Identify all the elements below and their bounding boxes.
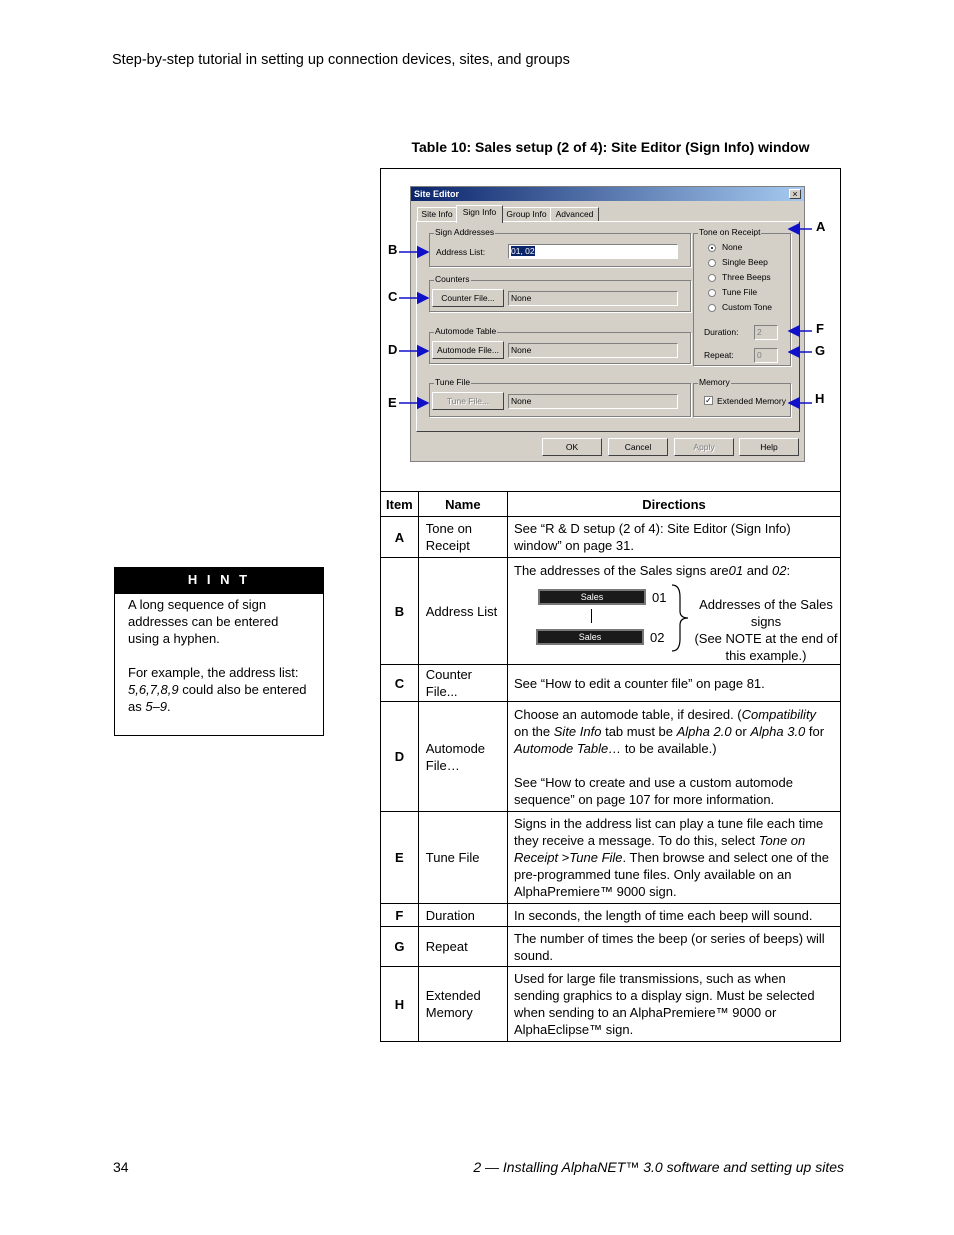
radio-label: Custom Tone [722, 302, 772, 312]
sign-desc-line-2: (See NOTE at the end of this example.) [694, 630, 838, 663]
dir-text: Signs in the address list can play a tune file each time they receive a message. To do this, select [514, 816, 824, 848]
dir-text: The addresses of the Sales signs are [514, 562, 729, 578]
hint-text: For example, the address list: [128, 665, 299, 680]
repeat-input[interactable]: 0 [754, 348, 778, 363]
dir-text: . Then browse and select one of the pre-programmed tune files. Only available on an AlphaPremiere™ 9000 sign. [514, 850, 829, 899]
radio-label: Single Beep [722, 257, 768, 267]
callout-d: D [388, 342, 398, 357]
hint-text: could also be entered as [128, 682, 307, 714]
items-table [380, 491, 841, 1042]
directions-cell [508, 558, 841, 665]
radio-label: Three Beeps [722, 272, 771, 282]
dir-text: to be available.) [621, 740, 717, 756]
callout-b: B [388, 242, 398, 257]
callout-g: G [815, 343, 826, 358]
item-cell: B [381, 558, 419, 665]
close-icon[interactable]: × [789, 189, 801, 199]
sign-description [691, 596, 841, 664]
dir-text: Choose an automode table, if desired. ( [514, 706, 742, 722]
sales-sign-2: Sales [536, 629, 644, 645]
tab-advanced[interactable]: Advanced [550, 207, 599, 222]
table-row [381, 967, 841, 1042]
cancel-button[interactable]: Cancel [608, 438, 668, 456]
directions-cell: In seconds, the length of time each beep will sound. [508, 904, 841, 927]
table-row [381, 812, 841, 904]
repeat-label: Repeat: [704, 350, 734, 360]
duration-input[interactable]: 2 [754, 325, 778, 340]
callout-f: F [816, 321, 824, 336]
page-number: 34 [113, 1159, 129, 1175]
item-cell: F [381, 904, 419, 927]
item-cell: C [381, 665, 419, 702]
table-row [381, 517, 841, 558]
name-cell: Automode File… [418, 702, 507, 812]
dir-text: for [805, 723, 825, 739]
callout-e: E [388, 395, 397, 410]
dir-italic: Site Info [553, 723, 602, 739]
directions-cell [508, 702, 841, 812]
group-legend: Tone on Receipt [699, 227, 761, 237]
item-cell: H [381, 967, 419, 1042]
item-cell: G [381, 927, 419, 967]
sales-sign-1: Sales [538, 589, 646, 605]
automode-file-field: None [508, 343, 678, 358]
name-cell: Counter File... [418, 665, 507, 702]
hint-example: 5,6,7,8,9 [128, 682, 179, 697]
group-legend: Counters [435, 274, 470, 284]
sign-number-02: 02 [650, 629, 665, 645]
header-directions: Directions [508, 492, 841, 517]
table-row [381, 558, 841, 665]
tab-site-info[interactable]: Site Info [417, 207, 457, 222]
hint-title: H I N T [115, 568, 323, 594]
tune-file-button[interactable]: Tune File... [432, 392, 504, 410]
address-list-value: 01, 02 [511, 246, 535, 256]
connector-line [591, 609, 592, 623]
dir-text: tab must be [601, 723, 677, 739]
item-cell: D [381, 702, 419, 812]
address-list-label: Address List: [436, 247, 486, 257]
dir-text: and [743, 562, 773, 578]
brace-icon [670, 583, 692, 653]
extended-memory-label: Extended Memory [717, 396, 786, 406]
callout-c: C [388, 289, 398, 304]
ok-button[interactable]: OK [542, 438, 602, 456]
radio-label: None [722, 242, 743, 252]
item-cell: E [381, 812, 419, 904]
counter-file-button[interactable]: Counter File... [432, 289, 504, 307]
sign-desc-line-1: Addresses of the Sales signs [699, 596, 833, 629]
name-cell: Repeat [418, 927, 507, 967]
checkmark-icon[interactable]: ✓ [705, 396, 712, 405]
dir-italic: Automode Table… [514, 740, 622, 756]
directions-para-2: See “How to create and use a custom automode sequence” on page 107 for more information. [514, 774, 793, 807]
dir-italic: Compatibility [741, 706, 817, 722]
duration-label: Duration: [704, 327, 739, 337]
header-name: Name [418, 492, 507, 517]
help-button[interactable]: Help [739, 438, 799, 456]
directions-cell: See “How to edit a counter file” on page 81. [508, 665, 841, 702]
directions-cell: Used for large file transmissions, such as when sending graphics to a display sign. Must be selected when sending to an AlphaPremiere™ 9000 or AlphaEclipse™ sign. [508, 967, 841, 1042]
dir-italic: Tone on Receipt [514, 833, 806, 865]
dialog-title: Site Editor [411, 187, 804, 201]
group-legend: Tune File [435, 377, 471, 387]
name-cell: Tone on Receipt [418, 517, 507, 558]
hint-para-1: A long sequence of sign addresses can be entered using a hyphen. [128, 597, 279, 646]
address-01: 01 [728, 562, 744, 578]
directions-cell: The number of times the beep (or series of beeps) will sound. [508, 927, 841, 967]
apply-button[interactable]: Apply [674, 438, 734, 456]
table-row [381, 927, 841, 967]
name-cell: Duration [418, 904, 507, 927]
dir-text: > [558, 850, 570, 865]
radio-label: Tune File [722, 287, 758, 297]
sign-number-01: 01 [652, 589, 667, 605]
table-header-row [381, 492, 841, 517]
chapter-title: 2 — Installing AlphaNET™ 3.0 software and setting up sites [473, 1159, 844, 1175]
item-cell: A [381, 517, 419, 558]
tune-file-field: None [508, 394, 678, 409]
table-row [381, 702, 841, 812]
dir-italic: Alpha 3.0 [750, 723, 806, 739]
group-legend: Sign Addresses [435, 227, 495, 237]
group-legend: Memory [699, 377, 730, 387]
dir-text: or [731, 723, 751, 739]
tab-group-info[interactable]: Group Info [502, 207, 551, 222]
address-02: 02 [772, 562, 787, 578]
directions-cell [508, 812, 841, 904]
tab-sign-info[interactable]: Sign Info [456, 205, 503, 223]
group-legend: Automode Table [435, 326, 497, 336]
counter-file-field: None [508, 291, 678, 306]
dir-text: on the [514, 723, 554, 739]
callout-a: A [816, 219, 826, 234]
name-cell: Tune File [418, 812, 507, 904]
header-item: Item [381, 492, 419, 517]
dir-text: : [786, 562, 791, 578]
directions-cell: See “R & D setup (2 of 4): Site Editor (Sign Info) window” on page 31. [508, 517, 841, 558]
automode-file-button[interactable]: Automode File... [432, 341, 504, 359]
running-head: Step-by-step tutorial in setting up connection devices, sites, and groups [112, 52, 570, 68]
callout-h: H [815, 391, 825, 406]
name-cell: Extended Memory [418, 967, 507, 1042]
hint-range: 5–9 [145, 699, 168, 714]
directions-para-1 [514, 706, 834, 757]
table-title: Table 10: Sales setup (2 of 4): Site Editor (Sign Info) window [411, 139, 810, 155]
dir-italic: Alpha 2.0 [676, 723, 732, 739]
table-row [381, 904, 841, 927]
table-row [381, 665, 841, 702]
name-cell: Address List [418, 558, 507, 665]
dir-italic: Tune File [569, 850, 623, 865]
hint-text: . [167, 699, 171, 714]
sign-illustration [514, 579, 838, 663]
directions-text [514, 562, 834, 579]
